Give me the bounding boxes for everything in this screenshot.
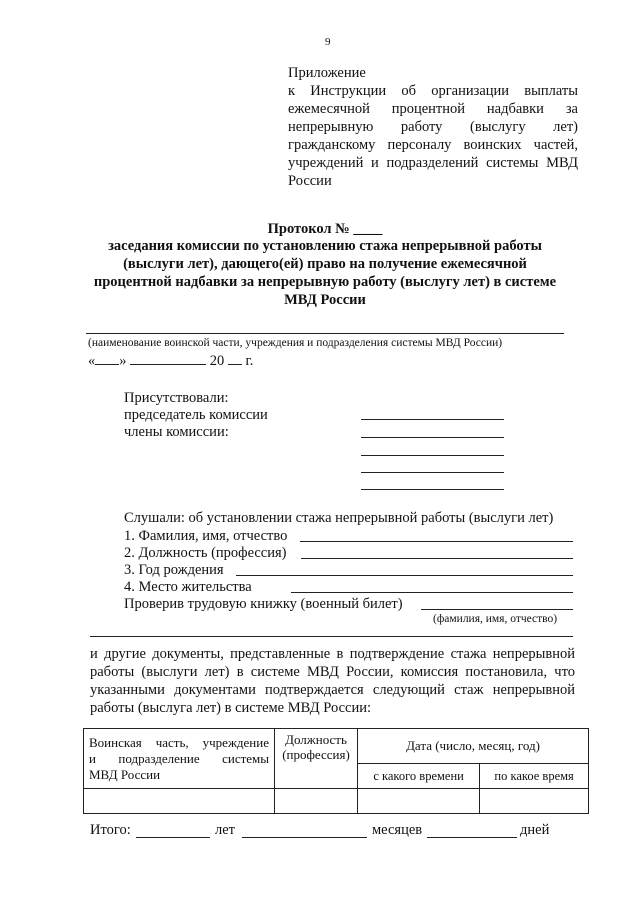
col-date-from-header: с какого времени — [358, 764, 480, 789]
checked-label: Проверив трудовую книжку (военный билет) — [124, 596, 403, 612]
page-number: 9 — [325, 36, 331, 48]
decision-line: работы (выслуга лет) в системе МВД России: — [90, 700, 372, 716]
org-name-line[interactable] — [86, 333, 564, 334]
month-blank[interactable] — [130, 352, 206, 365]
date-line — [88, 352, 253, 370]
protocol-heading: Протокол № ____ — [267, 221, 383, 237]
fio-full-line[interactable] — [90, 636, 573, 637]
year-suffix: г. — [245, 353, 254, 369]
total-label: Итого: — [90, 822, 131, 838]
field-birth-year-label: 3. Год рождения — [124, 562, 224, 578]
appendix-line: ежемесячной процентной надбавки за — [288, 101, 578, 117]
year-blank[interactable] — [228, 352, 242, 365]
decision-line: указанными документами подтверждается следующий стаж непрерывной — [90, 682, 575, 698]
member-signature-line[interactable] — [361, 472, 504, 473]
appendix-line: Приложение — [288, 65, 366, 81]
table-cell[interactable] — [480, 789, 589, 814]
table-cell[interactable] — [358, 789, 480, 814]
decision-paragraph — [90, 645, 575, 717]
decision-line: и другие документы, представленные в подтверждение стажа непрерывной — [90, 646, 575, 662]
appendix-line: гражданскому персоналу воинских частей, — [288, 137, 578, 153]
title-line: заседания комиссии по установлению стажа непрерывной работы — [108, 238, 542, 254]
decision-line: работы (выслуги лет) в системе МВД России, комиссия постановила, что — [90, 664, 575, 680]
year-prefix: 20 — [209, 353, 225, 369]
member-signature-line[interactable] — [361, 489, 504, 490]
appendix-line: России — [288, 173, 332, 189]
total-months-line[interactable] — [242, 837, 367, 838]
col-unit-header: Воинская часть, учреждение и подразделение системы МВД России — [84, 729, 275, 789]
field-residence-label: 4. Место жительства — [124, 579, 252, 595]
member-signature-line[interactable] — [361, 455, 504, 456]
total-years-label: лет — [215, 822, 236, 838]
total-years-line[interactable] — [136, 837, 210, 838]
day-blank[interactable] — [95, 352, 119, 365]
total-days-label: дней — [520, 822, 550, 838]
attendance-heading: Присутствовали: — [124, 390, 229, 406]
chairman-label: председатель комиссии — [124, 407, 268, 423]
appendix-line: учреждений и подразделений системы МВД — [288, 155, 578, 171]
total-months-label: месяцев — [372, 822, 423, 838]
quote-close: » — [119, 353, 127, 369]
total-days-line[interactable] — [427, 837, 517, 838]
members-label: члены комиссии: — [124, 424, 229, 440]
field-residence-line[interactable] — [291, 592, 573, 593]
field-fio-line[interactable] — [300, 541, 573, 542]
chairman-signature-line[interactable] — [361, 419, 504, 420]
field-fio-label: 1. Фамилия, имя, отчество — [124, 528, 288, 544]
col-date-to-header: по какое время — [480, 764, 589, 789]
title-line: (выслуги лет), дающего(ей) право на получение ежемесячной — [123, 256, 527, 272]
quote-open: « — [88, 353, 96, 369]
field-position-line[interactable] — [301, 558, 573, 559]
title-line: МВД России — [284, 292, 366, 308]
field-position-label: 2. Должность (профессия) — [124, 545, 287, 561]
member-signature-line[interactable] — [361, 437, 504, 438]
table-cell[interactable] — [275, 789, 358, 814]
field-birth-year-line[interactable] — [236, 575, 573, 576]
col-position-header: Должность (профессия) — [275, 729, 358, 789]
appendix-block — [288, 64, 578, 190]
appendix-line: к Инструкции об организации выплаты — [288, 83, 578, 99]
col-date-header: Дата (число, месяц, год) — [358, 729, 589, 764]
table-row — [84, 789, 589, 814]
fio-caption: (фамилия, имя, отчество) — [433, 613, 558, 625]
heard-intro: Слушали: об установлении стажа непрерывной работы (выслуги лет) — [124, 510, 554, 526]
checked-line[interactable] — [421, 609, 573, 610]
service-table — [83, 728, 589, 814]
appendix-line: непрерывную работу (выслугу лет) — [288, 119, 578, 135]
title-line: процентной надбавки за непрерывную работу (выслугу лет) в системе — [93, 274, 557, 290]
org-caption: (наименование воинской части, учреждения и подразделения системы МВД России) — [88, 337, 503, 349]
table-cell[interactable] — [84, 789, 275, 814]
